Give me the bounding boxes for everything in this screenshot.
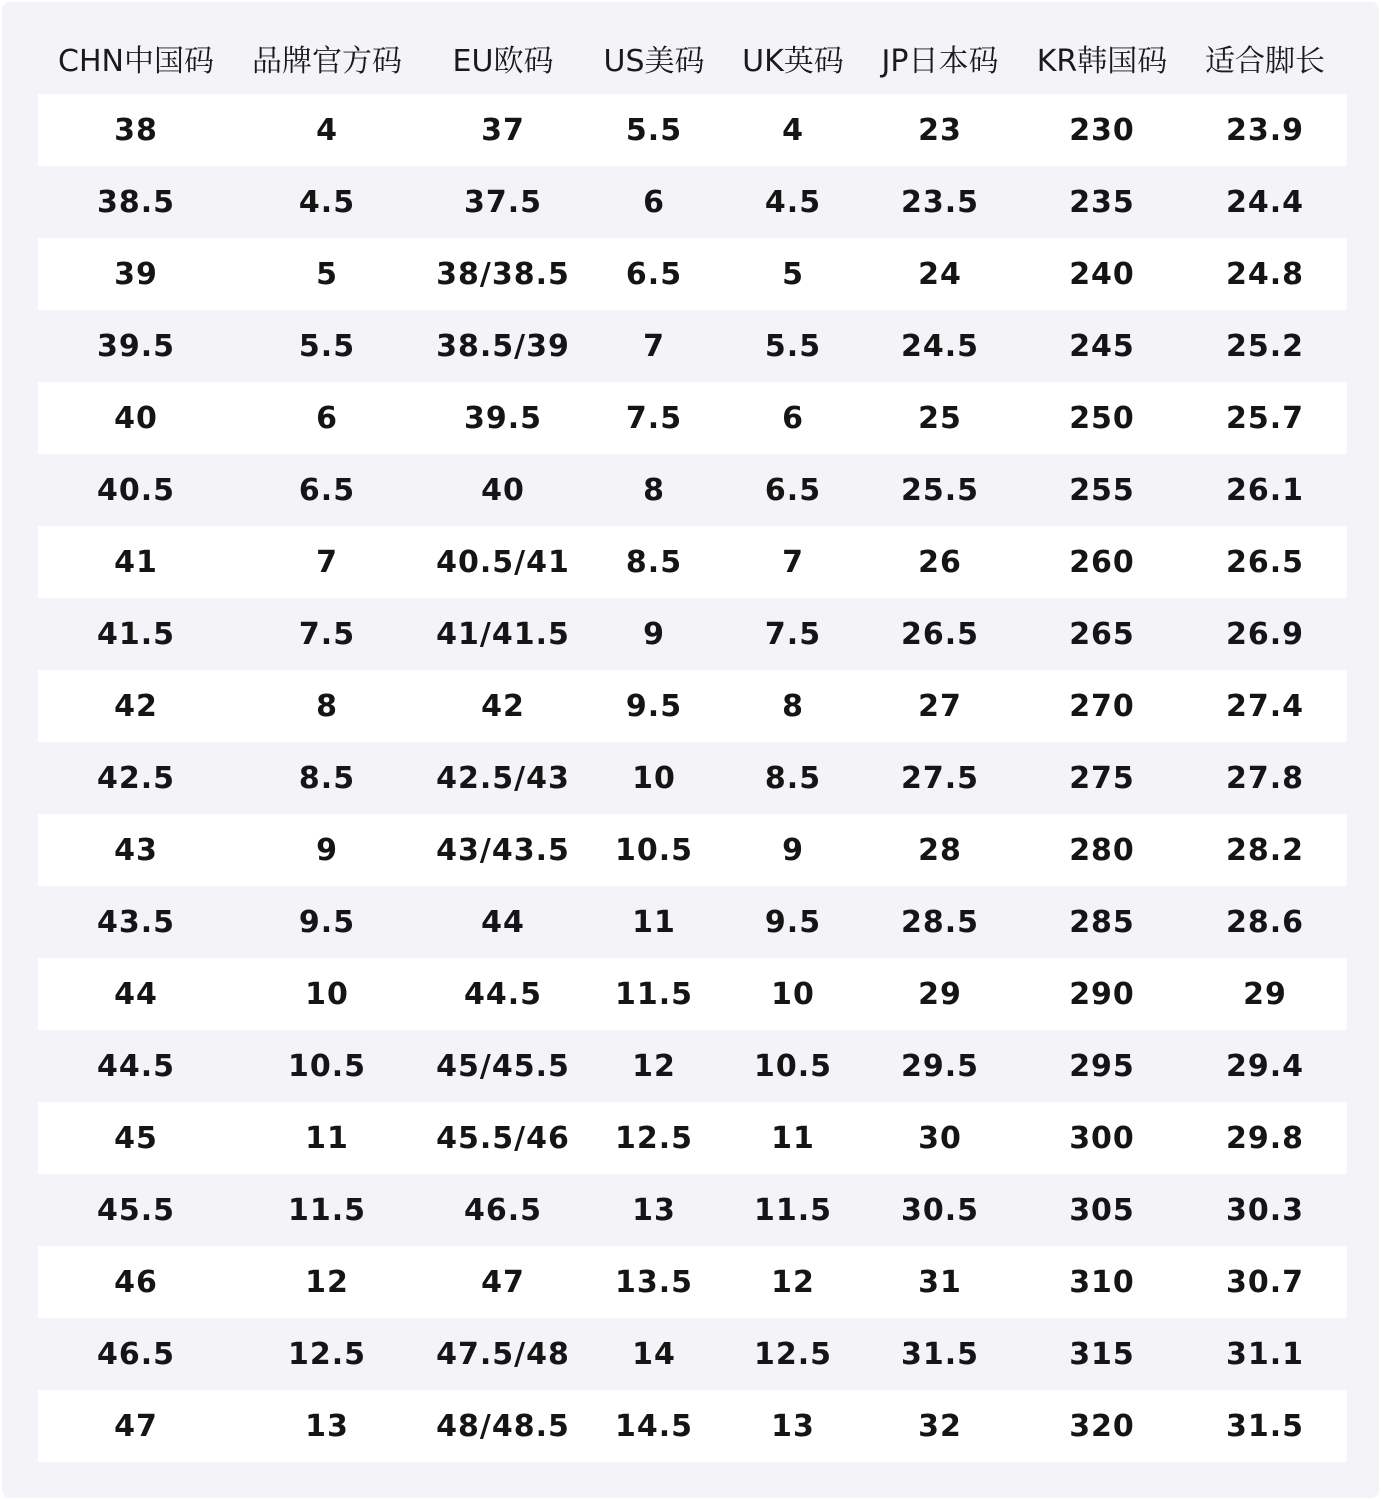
table-body [38, 94, 1347, 1462]
cell-jp-size: 25 [918, 400, 962, 436]
cell-foot-length: 29 [1243, 976, 1287, 1012]
cell-eu-size: 40 [481, 472, 525, 508]
cell-eu-size: 42 [481, 688, 525, 724]
table-row [38, 1246, 1347, 1318]
cell-brand-size: 4 [316, 112, 338, 148]
cell-chn-size: 45.5 [96, 1192, 176, 1228]
cell-uk-size: 6.5 [764, 472, 822, 508]
cell-kr-size: 250 [1069, 400, 1135, 436]
cell-uk-size: 11 [771, 1120, 815, 1156]
cell-uk-size: 12.5 [753, 1336, 833, 1372]
cell-kr-size: 320 [1069, 1408, 1135, 1444]
cell-chn-size: 43.5 [96, 904, 176, 940]
cell-uk-size: 11.5 [753, 1192, 833, 1228]
cell-eu-size: 47 [481, 1264, 525, 1300]
cell-us-size: 14 [632, 1336, 676, 1372]
cell-brand-size: 12 [305, 1264, 349, 1300]
cell-jp-size: 23 [918, 112, 962, 148]
cell-chn-size: 44.5 [96, 1048, 176, 1084]
header-jp-size: JP日本码 [881, 44, 999, 79]
cell-uk-size: 10 [771, 976, 815, 1012]
cell-chn-size: 45 [114, 1120, 158, 1156]
cell-us-size: 10 [632, 760, 676, 796]
cell-kr-size: 240 [1069, 256, 1135, 292]
cell-kr-size: 310 [1069, 1264, 1135, 1300]
table-row [38, 1174, 1347, 1246]
cell-uk-size: 5.5 [764, 328, 822, 364]
cell-uk-size: 9.5 [764, 904, 822, 940]
cell-us-size: 12 [632, 1048, 676, 1084]
cell-uk-size: 4 [782, 112, 804, 148]
cell-brand-size: 8 [316, 688, 338, 724]
cell-kr-size: 235 [1069, 184, 1135, 220]
cell-uk-size: 8 [782, 688, 804, 724]
cell-jp-size: 25.5 [900, 472, 980, 508]
table-row [38, 310, 1347, 382]
table-row [38, 742, 1347, 814]
cell-chn-size: 38 [114, 112, 158, 148]
cell-brand-size: 12.5 [287, 1336, 367, 1372]
cell-uk-size: 7 [782, 544, 804, 580]
cell-brand-size: 4.5 [298, 184, 356, 220]
table-row [38, 598, 1347, 670]
cell-brand-size: 10.5 [287, 1048, 367, 1084]
cell-us-size: 6 [643, 184, 665, 220]
cell-jp-size: 24 [918, 256, 962, 292]
cell-us-size: 11 [632, 904, 676, 940]
header-eu-size: EU欧码 [452, 44, 554, 79]
cell-eu-size: 46.5 [463, 1192, 543, 1228]
cell-foot-length: 28.6 [1225, 904, 1305, 940]
cell-jp-size: 27 [918, 688, 962, 724]
size-chart-panel [2, 2, 1379, 1498]
cell-chn-size: 44 [114, 976, 158, 1012]
cell-chn-size: 43 [114, 832, 158, 868]
cell-uk-size: 6 [782, 400, 804, 436]
cell-us-size: 7 [643, 328, 665, 364]
cell-brand-size: 8.5 [298, 760, 356, 796]
cell-eu-size: 47.5/48 [436, 1336, 570, 1372]
cell-uk-size: 7.5 [764, 616, 822, 652]
table-row [38, 454, 1347, 526]
cell-brand-size: 9.5 [298, 904, 356, 940]
cell-eu-size: 43/43.5 [436, 832, 570, 868]
cell-foot-length: 25.7 [1225, 400, 1305, 436]
cell-brand-size: 11.5 [287, 1192, 367, 1228]
cell-chn-size: 39 [114, 256, 158, 292]
cell-us-size: 6.5 [625, 256, 683, 292]
cell-uk-size: 13 [771, 1408, 815, 1444]
cell-kr-size: 230 [1069, 112, 1135, 148]
cell-chn-size: 38.5 [96, 184, 176, 220]
cell-uk-size: 9 [782, 832, 804, 868]
cell-foot-length: 24.4 [1225, 184, 1305, 220]
cell-foot-length: 31.1 [1225, 1336, 1305, 1372]
cell-eu-size: 44 [481, 904, 525, 940]
header-foot-length: 适合脚长 [1205, 44, 1325, 79]
cell-jp-size: 32 [918, 1408, 962, 1444]
table-row [38, 886, 1347, 958]
cell-brand-size: 6 [316, 400, 338, 436]
cell-brand-size: 9 [316, 832, 338, 868]
cell-jp-size: 28 [918, 832, 962, 868]
header-kr-size: KR韩国码 [1036, 44, 1168, 79]
cell-eu-size: 38.5/39 [436, 328, 570, 364]
cell-eu-size: 48/48.5 [436, 1408, 570, 1444]
cell-jp-size: 31 [918, 1264, 962, 1300]
table-row [38, 1390, 1347, 1462]
table-row [38, 94, 1347, 166]
header-chn-size: CHN中国码 [58, 44, 214, 79]
cell-us-size: 8.5 [625, 544, 683, 580]
cell-jp-size: 31.5 [900, 1336, 980, 1372]
cell-kr-size: 305 [1069, 1192, 1135, 1228]
cell-brand-size: 7 [316, 544, 338, 580]
header-brand-size: 品牌官方码 [252, 44, 402, 79]
cell-chn-size: 41.5 [96, 616, 176, 652]
cell-eu-size: 44.5 [463, 976, 543, 1012]
cell-eu-size: 39.5 [463, 400, 543, 436]
cell-kr-size: 270 [1069, 688, 1135, 724]
cell-brand-size: 5 [316, 256, 338, 292]
table-row [38, 670, 1347, 742]
cell-us-size: 8 [643, 472, 665, 508]
cell-foot-length: 25.2 [1225, 328, 1305, 364]
cell-kr-size: 255 [1069, 472, 1135, 508]
cell-us-size: 13.5 [614, 1264, 694, 1300]
cell-uk-size: 4.5 [764, 184, 822, 220]
cell-foot-length: 28.2 [1225, 832, 1305, 868]
table-row [38, 166, 1347, 238]
cell-eu-size: 42.5/43 [436, 760, 570, 796]
cell-us-size: 7.5 [625, 400, 683, 436]
table-header [38, 22, 1347, 94]
cell-eu-size: 38/38.5 [436, 256, 570, 292]
cell-chn-size: 40.5 [96, 472, 176, 508]
cell-jp-size: 30 [918, 1120, 962, 1156]
cell-foot-length: 29.8 [1225, 1120, 1305, 1156]
cell-foot-length: 24.8 [1225, 256, 1305, 292]
cell-jp-size: 30.5 [900, 1192, 980, 1228]
cell-eu-size: 45.5/46 [436, 1120, 570, 1156]
cell-kr-size: 285 [1069, 904, 1135, 940]
table-row [38, 1030, 1347, 1102]
cell-jp-size: 29 [918, 976, 962, 1012]
cell-brand-size: 6.5 [298, 472, 356, 508]
cell-foot-length: 31.5 [1225, 1408, 1305, 1444]
cell-foot-length: 26.1 [1225, 472, 1305, 508]
table-row [38, 526, 1347, 598]
cell-jp-size: 24.5 [900, 328, 980, 364]
cell-eu-size: 45/45.5 [436, 1048, 570, 1084]
cell-us-size: 11.5 [614, 976, 694, 1012]
cell-kr-size: 260 [1069, 544, 1135, 580]
cell-foot-length: 23.9 [1225, 112, 1305, 148]
cell-uk-size: 12 [771, 1264, 815, 1300]
header-us-size: US美码 [603, 44, 705, 79]
cell-brand-size: 11 [305, 1120, 349, 1156]
cell-uk-size: 5 [782, 256, 804, 292]
cell-uk-size: 8.5 [764, 760, 822, 796]
cell-chn-size: 41 [114, 544, 158, 580]
cell-us-size: 13 [632, 1192, 676, 1228]
cell-brand-size: 13 [305, 1408, 349, 1444]
cell-brand-size: 10 [305, 976, 349, 1012]
table-row [38, 958, 1347, 1030]
cell-chn-size: 40 [114, 400, 158, 436]
table-row [38, 1102, 1347, 1174]
cell-chn-size: 42.5 [96, 760, 176, 796]
cell-chn-size: 42 [114, 688, 158, 724]
size-chart-table [38, 22, 1347, 1462]
cell-eu-size: 41/41.5 [436, 616, 570, 652]
cell-uk-size: 10.5 [753, 1048, 833, 1084]
cell-jp-size: 23.5 [900, 184, 980, 220]
table-row [38, 238, 1347, 310]
table-row [38, 382, 1347, 454]
cell-foot-length: 27.8 [1225, 760, 1305, 796]
cell-kr-size: 300 [1069, 1120, 1135, 1156]
cell-foot-length: 30.3 [1225, 1192, 1305, 1228]
cell-us-size: 9.5 [625, 688, 683, 724]
cell-kr-size: 245 [1069, 328, 1135, 364]
cell-foot-length: 26.5 [1225, 544, 1305, 580]
cell-us-size: 12.5 [614, 1120, 694, 1156]
cell-kr-size: 290 [1069, 976, 1135, 1012]
cell-jp-size: 27.5 [900, 760, 980, 796]
cell-jp-size: 26 [918, 544, 962, 580]
cell-chn-size: 46 [114, 1264, 158, 1300]
cell-kr-size: 280 [1069, 832, 1135, 868]
cell-jp-size: 26.5 [900, 616, 980, 652]
cell-chn-size: 39.5 [96, 328, 176, 364]
cell-brand-size: 7.5 [298, 616, 356, 652]
table-row [38, 1318, 1347, 1390]
cell-eu-size: 37 [481, 112, 525, 148]
cell-chn-size: 46.5 [96, 1336, 176, 1372]
cell-kr-size: 265 [1069, 616, 1135, 652]
cell-foot-length: 27.4 [1225, 688, 1305, 724]
cell-us-size: 14.5 [614, 1408, 694, 1444]
cell-us-size: 5.5 [625, 112, 683, 148]
cell-kr-size: 275 [1069, 760, 1135, 796]
cell-jp-size: 28.5 [900, 904, 980, 940]
header-uk-size: UK英码 [742, 44, 844, 79]
cell-foot-length: 30.7 [1225, 1264, 1305, 1300]
cell-eu-size: 37.5 [463, 184, 543, 220]
cell-kr-size: 315 [1069, 1336, 1135, 1372]
cell-us-size: 9 [643, 616, 665, 652]
cell-jp-size: 29.5 [900, 1048, 980, 1084]
cell-kr-size: 295 [1069, 1048, 1135, 1084]
cell-chn-size: 47 [114, 1408, 158, 1444]
cell-foot-length: 26.9 [1225, 616, 1305, 652]
table-row [38, 814, 1347, 886]
cell-foot-length: 29.4 [1225, 1048, 1305, 1084]
cell-us-size: 10.5 [614, 832, 694, 868]
cell-eu-size: 40.5/41 [436, 544, 570, 580]
cell-brand-size: 5.5 [298, 328, 356, 364]
